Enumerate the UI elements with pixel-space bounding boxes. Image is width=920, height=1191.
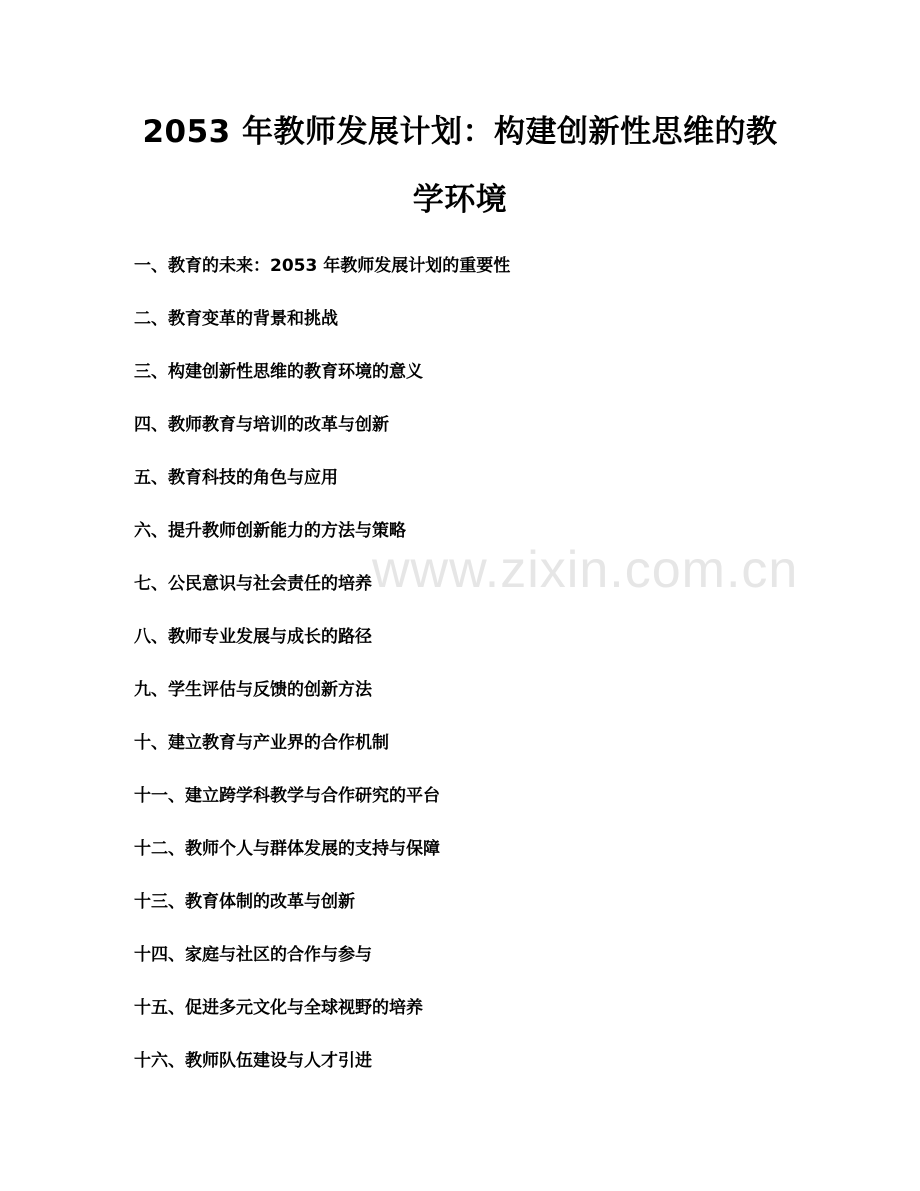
toc-item-9: 九、学生评估与反馈的创新方法 [134,680,372,700]
toc-item-16: 十六、教师队伍建设与人才引进 [134,1051,372,1071]
toc-item-12: 十二、教师个人与群体发展的支持与保障 [134,839,440,859]
toc-item-13: 十三、教育体制的改革与创新 [134,892,355,912]
table-of-contents [134,248,834,1096]
toc-item-14: 十四、家庭与社区的合作与参与 [134,945,372,965]
toc-item-2: 二、教育变革的背景和挑战 [134,309,338,329]
title-line-1: 2053 年教师发展计划：构建创新性思维的教 [142,114,778,150]
toc-item-6: 六、提升教师创新能力的方法与策略 [134,521,406,541]
toc-item-5: 五、教育科技的角色与应用 [134,468,338,488]
watermark: www.zixin.com.cn [372,541,799,599]
toc-item-15: 十五、促进多元文化与全球视野的培养 [134,998,423,1018]
toc-item-11: 十一、建立跨学科教学与合作研究的平台 [134,786,440,806]
toc-item-10: 十、建立教育与产业界的合作机制 [134,733,389,753]
document-title [120,98,800,234]
toc-item-7: 七、公民意识与社会责任的培养 [134,574,372,594]
title-line-2: 学环境 [412,182,508,218]
toc-item-4: 四、教师教育与培训的改革与创新 [134,415,389,435]
toc-item-8: 八、教师专业发展与成长的路径 [134,627,372,647]
toc-item-3: 三、构建创新性思维的教育环境的意义 [134,362,423,382]
toc-item-1: 一、教育的未来：2053 年教师发展计划的重要性 [134,256,511,276]
